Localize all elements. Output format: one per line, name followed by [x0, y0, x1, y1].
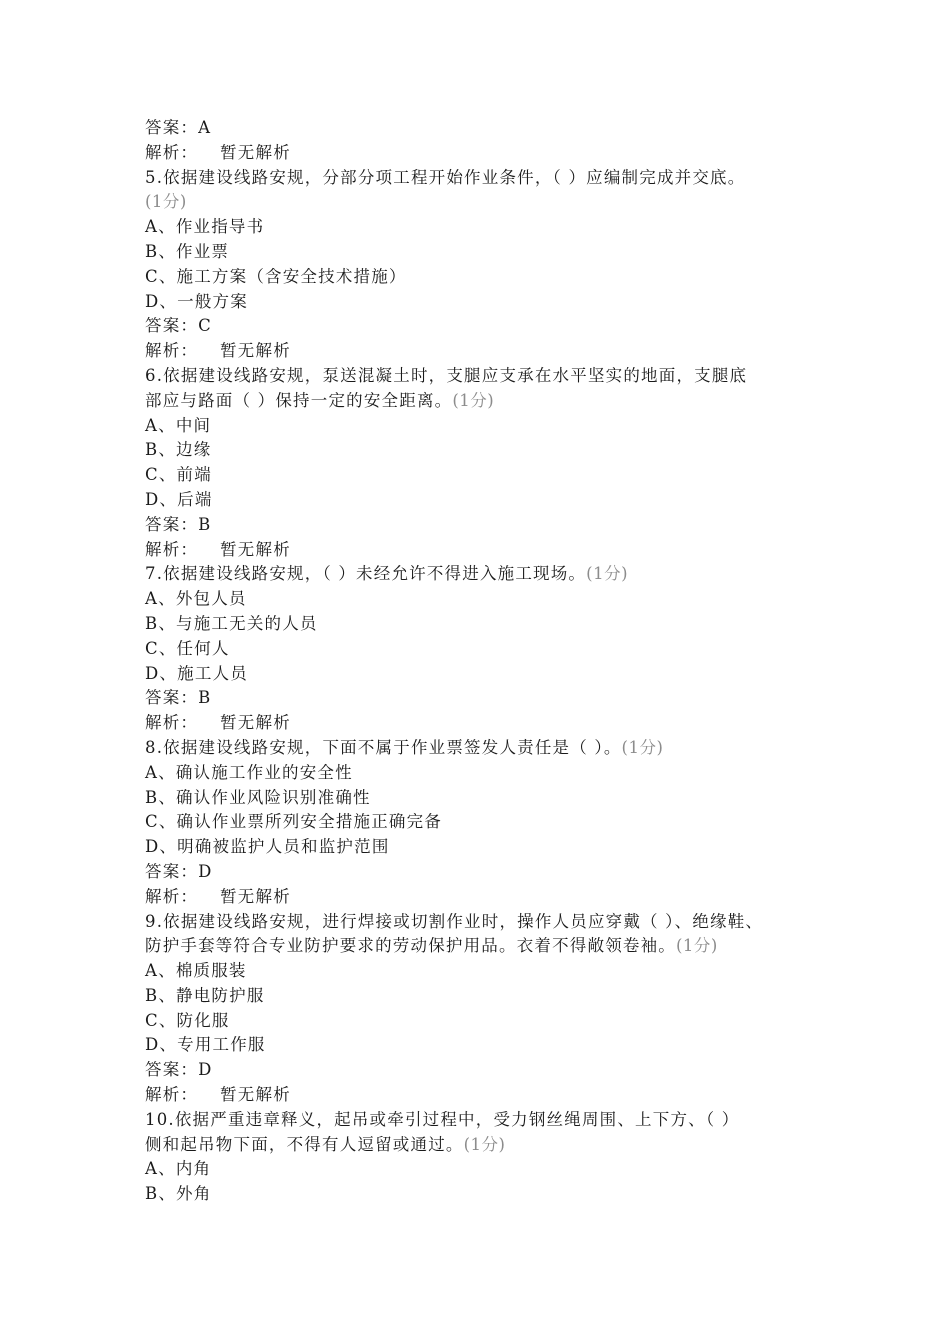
answer-line — [145, 686, 835, 711]
question-score: (1分) — [586, 564, 629, 584]
question-text: 5.依据建设线路安规，分部分项工程开始作业条件，（ ）应编制完成并交底。 — [145, 167, 746, 187]
option-a: A、作业指导书 — [145, 217, 265, 237]
answer-value: B — [198, 688, 212, 708]
option-a: A、外包人员 — [145, 589, 247, 609]
analysis-label: 解析： — [145, 886, 199, 906]
option-b: B、边缘 — [145, 440, 212, 460]
option-b: B、与施工无关的人员 — [145, 613, 318, 633]
question-text: 部应与路面（ ）保持一定的安全距离。(1分) — [145, 390, 495, 410]
analysis-value: 暂无解析 — [220, 142, 291, 162]
option-d: D、明确被监护人员和监护范围 — [145, 837, 390, 857]
analysis-label: 解析： — [145, 713, 199, 733]
analysis-label: 解析： — [145, 341, 199, 361]
analysis-value: 暂无解析 — [220, 1085, 291, 1105]
question-5 — [145, 166, 835, 364]
option-a: A、棉质服装 — [145, 961, 247, 981]
option-d: D、一般方案 — [145, 291, 248, 311]
question-text: 10.依据严重违章释义，起吊或牵引过程中，受力钢丝绳周围、上下方、（ ） — [145, 1109, 740, 1129]
answer-value: D — [198, 861, 213, 881]
answer-value: D — [198, 1060, 213, 1080]
question-10 — [145, 1108, 835, 1207]
analysis-line — [145, 1083, 835, 1108]
question-list — [145, 116, 835, 1207]
question-7 — [145, 562, 835, 736]
question-9 — [145, 910, 835, 1108]
question-score-line — [145, 190, 835, 215]
analysis-value: 暂无解析 — [220, 886, 291, 906]
analysis-line — [145, 538, 835, 563]
answer-line — [145, 1058, 835, 1083]
analysis-line — [145, 141, 835, 166]
question-score: (1分) — [676, 936, 718, 956]
option-d: D、施工人员 — [145, 663, 248, 683]
option-a: A、确认施工作业的安全性 — [145, 762, 353, 782]
analysis-line — [145, 885, 835, 910]
option-c: C、施工方案（含安全技术措施） — [145, 266, 407, 286]
answer-label: 答案： — [145, 688, 199, 708]
analysis-label: 解析： — [145, 142, 199, 162]
answer-line — [145, 314, 835, 339]
question-score: (1分) — [463, 1134, 506, 1154]
answer-label: 答案： — [145, 118, 199, 137]
question-6 — [145, 364, 835, 562]
option-b: B、外角 — [145, 1184, 212, 1204]
answer-label: 答案： — [145, 514, 199, 534]
option-b: B、静电防护服 — [145, 985, 265, 1005]
answer-line — [145, 860, 835, 885]
option-c: C、任何人 — [145, 638, 230, 658]
question-score: (1分) — [452, 390, 495, 410]
answer-value: B — [198, 514, 212, 534]
analysis-label: 解析： — [145, 1085, 199, 1105]
option-c: C、防化服 — [145, 1010, 230, 1030]
question-8 — [145, 736, 835, 910]
option-c: C、确认作业票所列安全措施正确完备 — [145, 812, 443, 832]
analysis-label: 解析： — [145, 539, 199, 559]
analysis-line — [145, 339, 835, 364]
analysis-value: 暂无解析 — [220, 341, 291, 361]
question-text: 9.依据建设线路安规，进行焊接或切割作业时，操作人员应穿戴（ ）、绝缘鞋、 — [145, 911, 764, 931]
analysis-line — [145, 711, 835, 736]
answer-value: C — [198, 316, 212, 336]
question-text: 防护手套等符合专业防护要求的劳动保护用品。衣着不得敞领卷袖。(1分) — [145, 936, 718, 956]
answer-line — [145, 513, 835, 538]
answer-label: 答案： — [145, 316, 199, 336]
question-text: 侧和起吊物下面，不得有人逗留或通过。(1分) — [145, 1134, 506, 1154]
option-a: A、中间 — [145, 415, 212, 435]
option-b: B、作业票 — [145, 241, 230, 261]
option-d: D、专用工作服 — [145, 1035, 266, 1055]
question-text: 6.依据建设线路安规，泵送混凝土时，支腿应支承在水平坚实的地面，支腿底 — [145, 365, 748, 385]
answer-line — [145, 116, 835, 141]
question-text: 7.依据建设线路安规，（ ）未经允许不得进入施工现场。(1分) — [145, 564, 629, 584]
option-b: B、确认作业风险识别准确性 — [145, 787, 371, 807]
question-score: (1分) — [145, 192, 187, 212]
question-text: 8.依据建设线路安规，下面不属于作业票签发人责任是（ ）。(1分) — [145, 737, 664, 757]
answer-label: 答案： — [145, 861, 199, 881]
question-score: (1分) — [621, 737, 664, 757]
analysis-value: 暂无解析 — [220, 713, 291, 733]
option-d: D、后端 — [145, 489, 213, 509]
option-c: C、前端 — [145, 465, 212, 485]
analysis-value: 暂无解析 — [220, 539, 291, 559]
answer-label: 答案： — [145, 1060, 199, 1080]
option-a: A、内角 — [145, 1159, 212, 1179]
answer-value: A — [198, 118, 212, 137]
